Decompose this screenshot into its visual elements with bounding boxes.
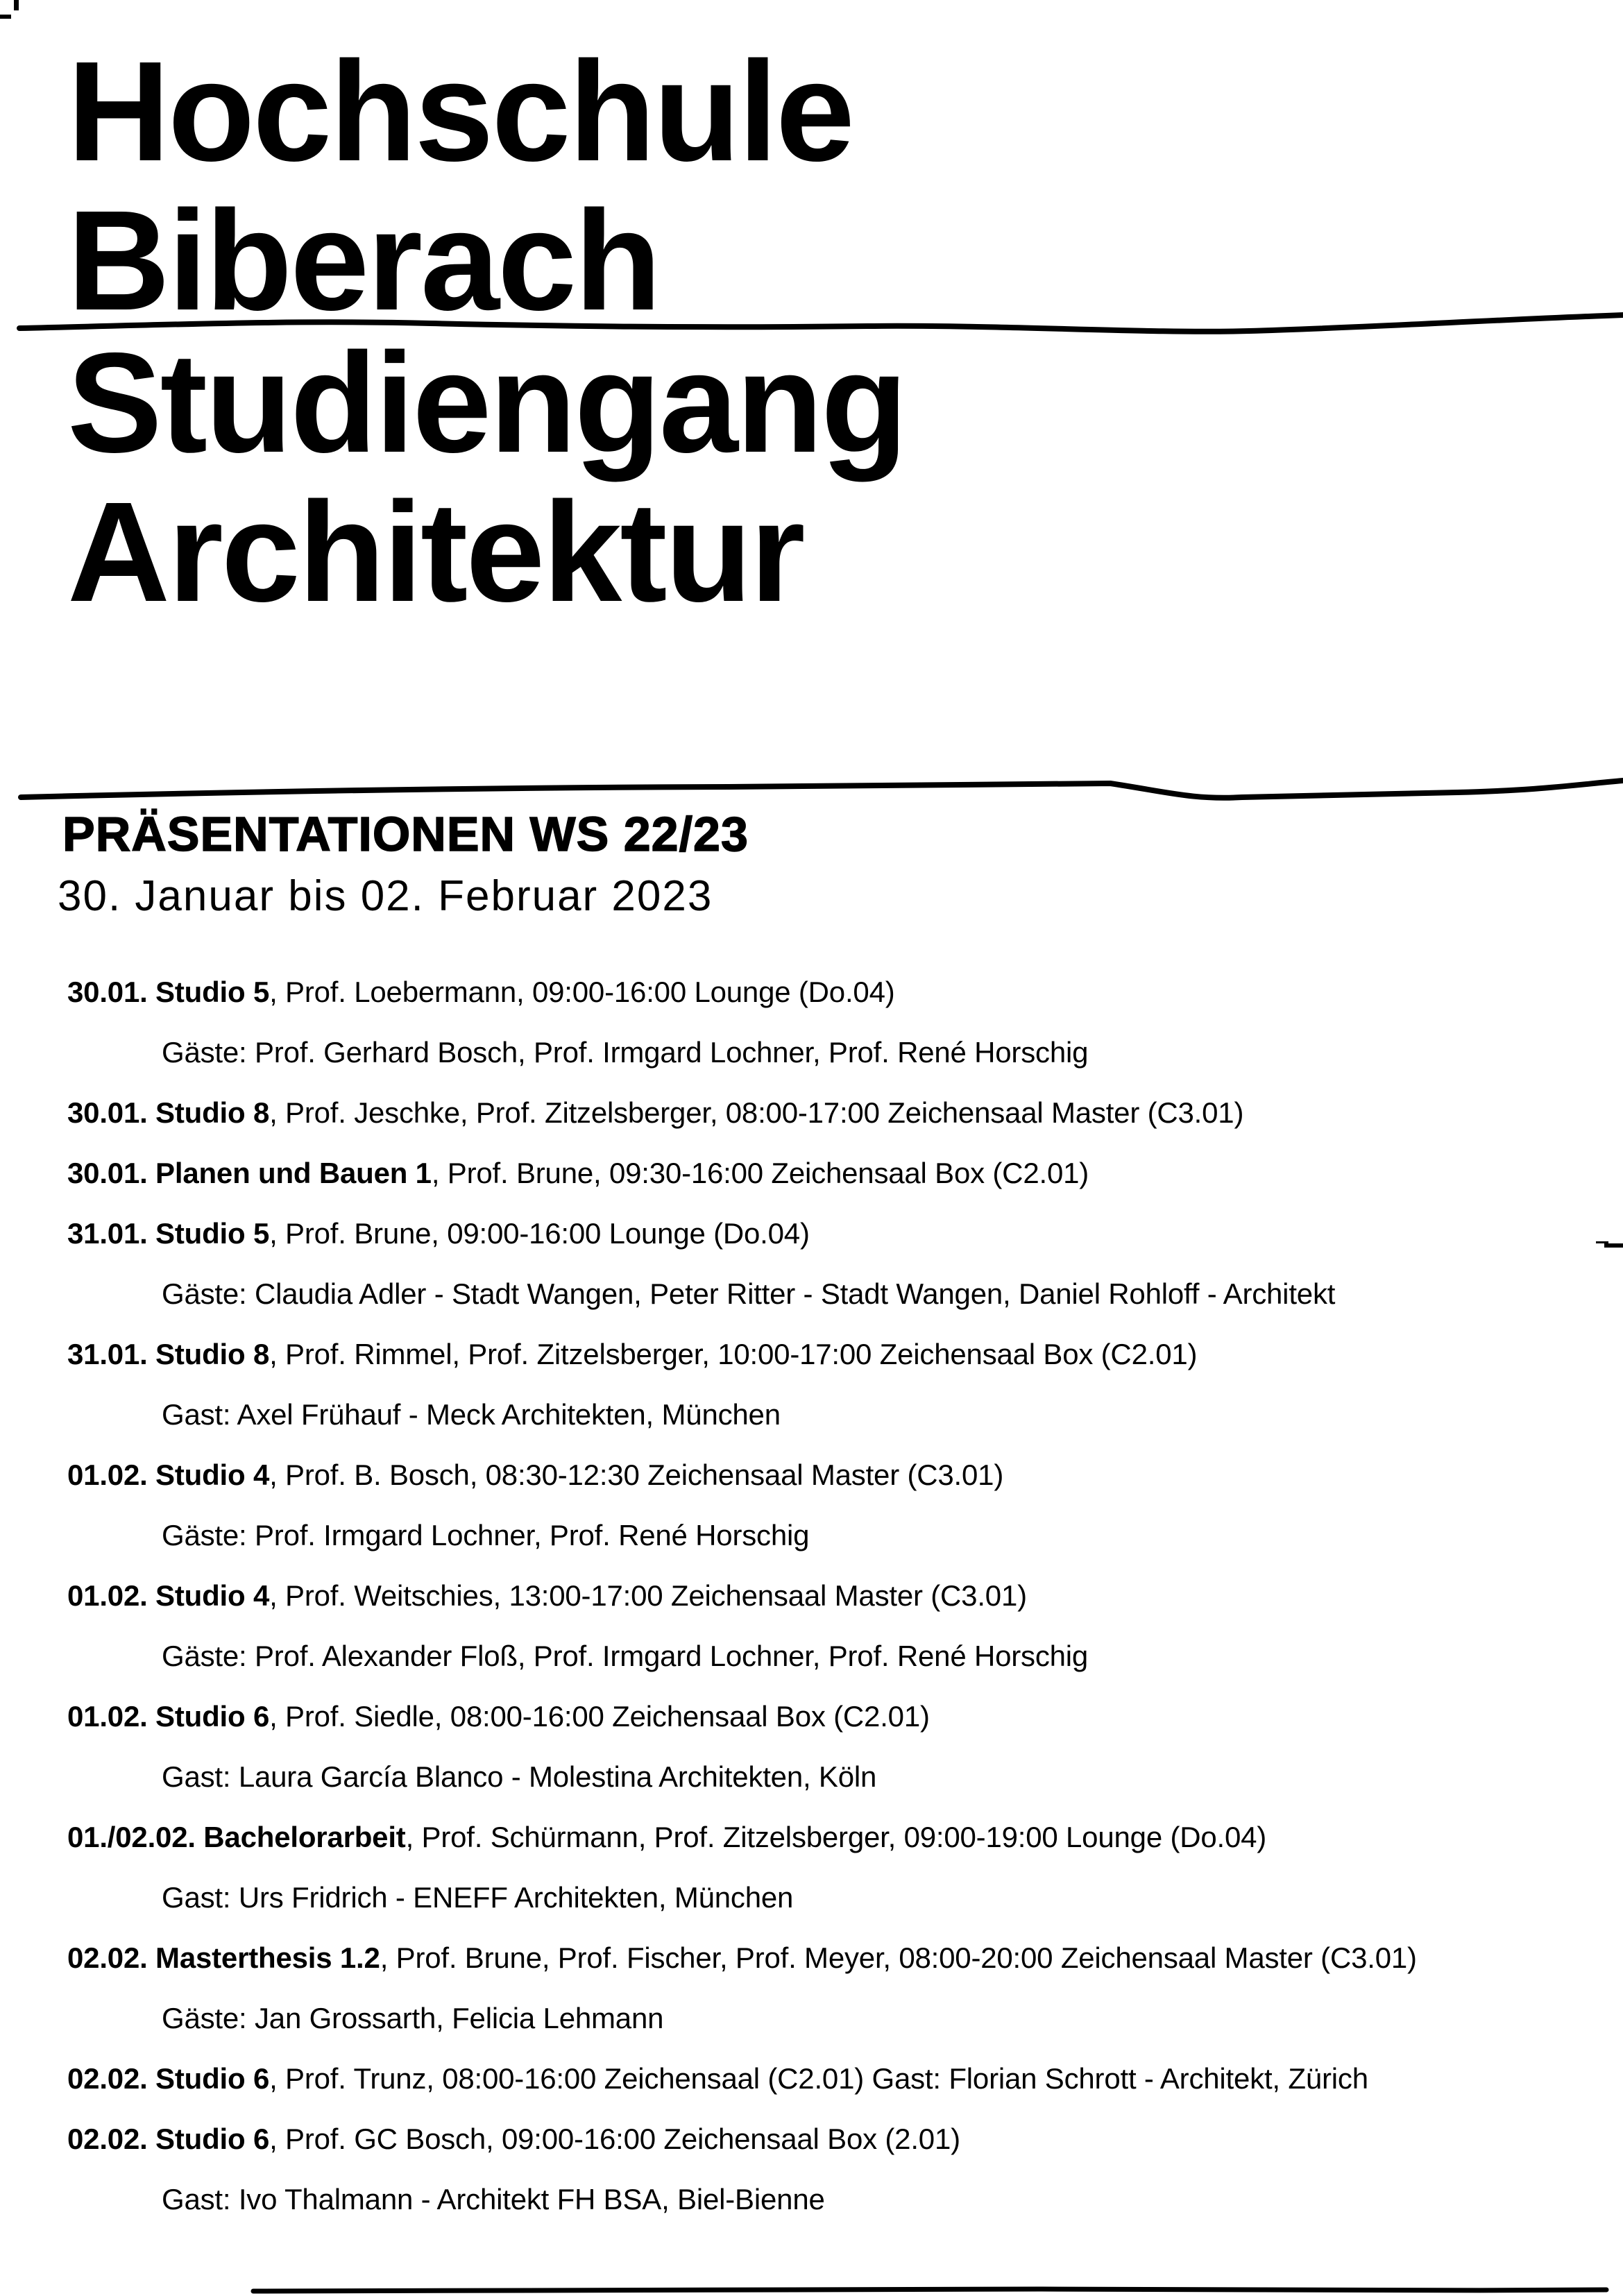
letterhead-title-line: Architektur: [67, 473, 804, 631]
guest-text: Gäste: Prof. Irmgard Lochner, Prof. René Horschig: [162, 1519, 810, 1551]
letterhead-title-line: Studiengang: [67, 323, 906, 482]
event-date-title: 01.02. Studio 6: [67, 1700, 270, 1733]
event-details: , Prof. Trunz, 08:00-16:00 Zeichensaal (C2.01) Gast: Florian Schrott - Architekt, Zürich: [269, 2062, 1368, 2095]
event-details: , Prof. Weitschies, 13:00-17:00 Zeichensaal Master (C3.01): [269, 1579, 1027, 1612]
event-date-title: 01.02. Studio 4: [67, 1459, 270, 1491]
crop-mark-left-icon: [0, 15, 11, 19]
schedule-guest-row: [67, 1505, 1615, 1565]
event-details: , Prof. Siedle, 08:00-16:00 Zeichensaal Box (C2.01): [269, 1700, 930, 1733]
schedule-event-row: [67, 1807, 1615, 1867]
guest-text: Gäste: Claudia Adler - Stadt Wangen, Peter Ritter - Stadt Wangen, Daniel Rohloff - Architekt: [162, 1277, 1336, 1310]
divider-line-bottom: [253, 2288, 1606, 2291]
event-details: , Prof. Loebermann, 09:00-16:00 Lounge (Do.04): [269, 976, 895, 1008]
event-details: , Prof. Schürmann, Prof. Zitzelsberger, 09:00-19:00 Lounge (Do.04): [405, 1821, 1267, 1853]
event-details: , Prof. Jeschke, Prof. Zitzelsberger, 08:00-17:00 Zeichensaal Master (C3.01): [269, 1096, 1244, 1129]
schedule-guest-row: [67, 1988, 1615, 2048]
section-subheading: 30. Januar bis 02. Februar 2023: [58, 872, 713, 920]
schedule-guest-row: [67, 1384, 1615, 1445]
schedule-guest-row: [67, 1264, 1615, 1324]
schedule-guest-row: [67, 1867, 1615, 1928]
schedule-event-row: [67, 1324, 1615, 1384]
guest-text: Gast: Ivo Thalmann - Architekt FH BSA, Biel-Bienne: [162, 2183, 825, 2216]
schedule-guest-row: [67, 1626, 1615, 1686]
event-date-title: 31.01. Studio 8: [67, 1338, 270, 1370]
schedule-event-row: [67, 1928, 1615, 1988]
event-details: , Prof. GC Bosch, 09:00-16:00 Zeichensaal Box (2.01): [269, 2123, 960, 2155]
event-date-title: 01.02. Studio 4: [67, 1579, 270, 1612]
guest-text: Gäste: Prof. Alexander Floß, Prof. Irmgard Lochner, Prof. René Horschig: [162, 1640, 1089, 1672]
guest-text: Gast: Axel Frühauf - Meck Architekten, München: [162, 1398, 781, 1431]
event-details: , Prof. B. Bosch, 08:30-12:30 Zeichensaal Master (C3.01): [269, 1459, 1004, 1491]
schedule-event-row: [67, 1082, 1615, 1143]
event-date-title: 30.01. Planen und Bauen 1: [67, 1157, 432, 1189]
guest-text: Gast: Urs Fridrich - ENEFF Architekten, München: [162, 1881, 794, 1914]
letterhead-title-line: Biberach: [67, 181, 660, 340]
schedule-guest-row: [67, 2169, 1615, 2229]
guest-text: Gäste: Prof. Gerhard Bosch, Prof. Irmgard Lochner, Prof. René Horschig: [162, 1036, 1089, 1069]
schedule-event-row: [67, 962, 1615, 1022]
guest-text: Gäste: Jan Grossarth, Felicia Lehmann: [162, 2002, 664, 2034]
schedule-event-row: [67, 2048, 1615, 2109]
section-heading: PRÄSENTATIONEN WS 22/23: [62, 807, 749, 861]
event-details: , Prof. Brune, 09:30-16:00 Zeichensaal Box (C2.01): [431, 1157, 1089, 1189]
event-date-title: 01./02.02. Bachelorarbeit: [67, 1821, 406, 1853]
letterhead-title-top: [67, 32, 853, 340]
schedule-event-row: [67, 2109, 1615, 2169]
event-date-title: 02.02. Masterthesis 1.2: [67, 1941, 380, 1974]
schedule-event-row: [67, 1143, 1615, 1203]
divider-line-middle: [21, 781, 1623, 798]
schedule-list: [67, 962, 1615, 2229]
event-date-title: 30.01. Studio 8: [67, 1096, 270, 1129]
schedule-event-row: [67, 1445, 1615, 1505]
event-date-title: 02.02. Studio 6: [67, 2062, 270, 2095]
schedule-event-row: [67, 1686, 1615, 1746]
letterhead-title-line: Hochschule: [67, 32, 853, 191]
event-date-title: 02.02. Studio 6: [67, 2123, 270, 2155]
event-details: , Prof. Rimmel, Prof. Zitzelsberger, 10:00-17:00 Zeichensaal Box (C2.01): [269, 1338, 1198, 1370]
schedule-event-row: [67, 1565, 1615, 1626]
event-date-title: 31.01. Studio 5: [67, 1217, 270, 1250]
schedule-guest-row: [67, 1746, 1615, 1807]
schedule-event-row: [67, 1203, 1615, 1264]
crop-mark-top-icon: [14, 0, 19, 10]
schedule-guest-row: [67, 1022, 1615, 1082]
event-details: , Prof. Brune, Prof. Fischer, Prof. Meyer, 08:00-20:00 Zeichensaal Master (C3.01): [380, 1941, 1417, 1974]
letterhead-title-bottom: [67, 323, 906, 631]
event-date-title: 30.01. Studio 5: [67, 976, 270, 1008]
guest-text: Gast: Laura García Blanco - Molestina Architekten, Köln: [162, 1760, 877, 1793]
event-details: , Prof. Brune, 09:00-16:00 Lounge (Do.04): [269, 1217, 810, 1250]
